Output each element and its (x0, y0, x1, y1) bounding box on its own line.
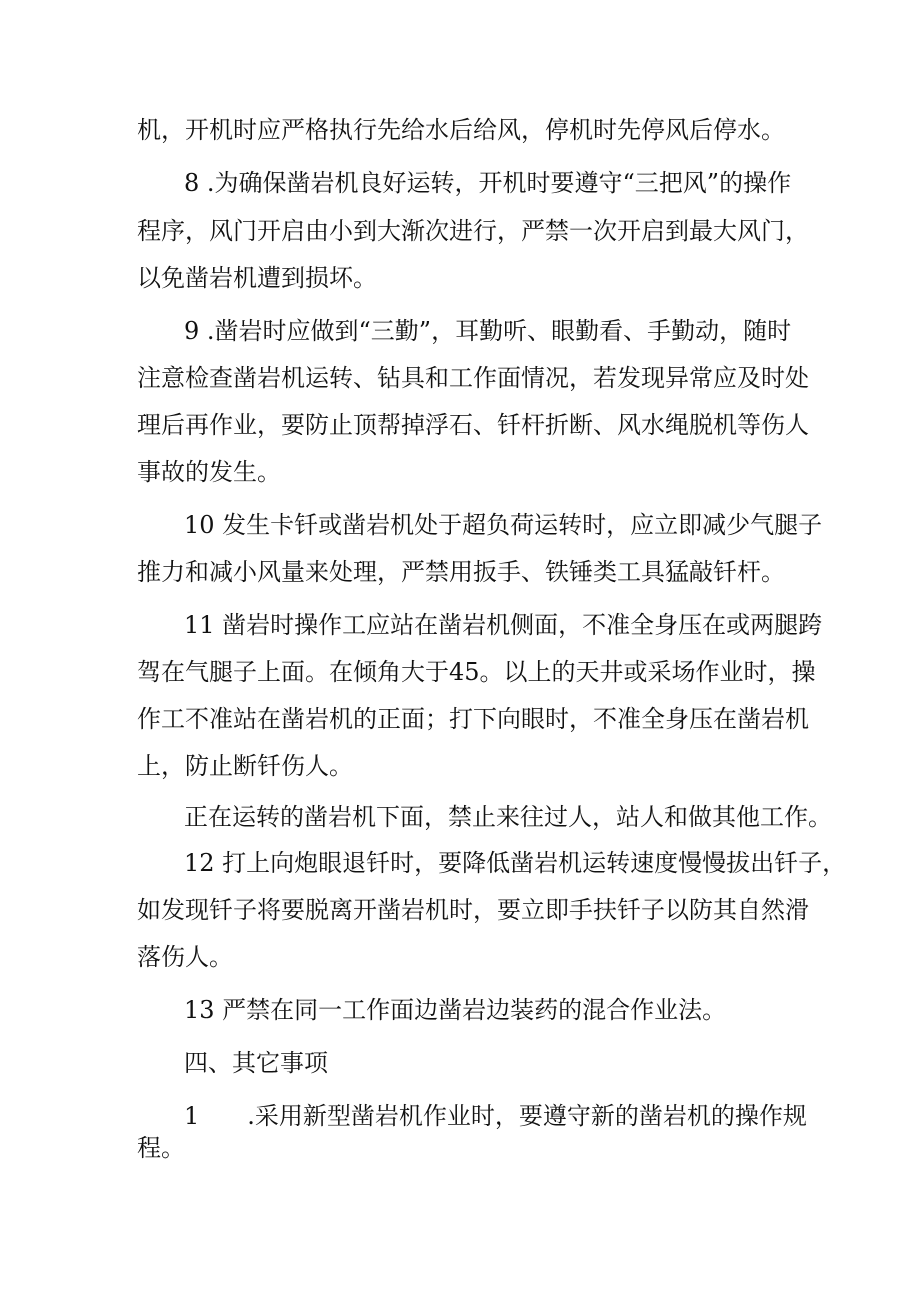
text-line: 驾在气腿子上面。在倾角大于45。以上的天井或采场作业时，操 (137, 658, 816, 686)
text-line: 落伤人。 (137, 943, 233, 971)
text-line: 事故的发生。 (137, 458, 281, 486)
text-line: 程。 (137, 1134, 185, 1162)
text-line: 以免凿岩机遭到损坏。 (137, 264, 377, 292)
text-line: 机，开机时应严格执行先给水后给风，停机时先停风后停水。 (137, 116, 785, 144)
text-line: 1 .采用新型凿岩机作业时，要遵守新的凿岩机的操作规 (184, 1102, 807, 1130)
text-line: 程序，风门开启由小到大渐次进行，严禁一次开启到最大风门， (137, 217, 809, 245)
text-line: 8 .为确保凿岩机良好运转，开机时要遵守“三把风”的操作 (184, 169, 792, 197)
text-line: 11 凿岩时操作工应站在凿岩机侧面，不准全身压在或两腿跨 (184, 611, 823, 639)
text-line: 13 严禁在同一工作面边凿岩边装药的混合作业法。 (184, 996, 727, 1024)
text-line: 上，防止断钎伤人。 (137, 752, 353, 780)
text-line: 注意检查凿岩机运转、钻具和工作面情况，若发现异常应及时处 (137, 364, 809, 392)
text-line: 作工不准站在凿岩机的正面；打下向眼时，不准全身压在凿岩机 (137, 705, 809, 733)
text-line: 10 发生卡钎或凿岩机处于超负荷运转时，应立即减少气腿子 (184, 511, 823, 539)
text-line: 12 打上向炮眼退钎时，要降低凿岩机运转速度慢慢拔出钎子， (184, 849, 847, 877)
text-line: 如发现钎子将要脱离开凿岩机时，要立即手扶钎子以防其自然滑 (137, 896, 809, 924)
text-line: 正在运转的凿岩机下面，禁止来往过人，站人和做其他工作。 (184, 803, 832, 831)
text-line: 推力和减小风量来处理，严禁用扳手、铁锤类工具猛敲钎杆。 (137, 558, 785, 586)
text-line: 9 .凿岩时应做到“三勤”，耳勤听、眼勤看、手勤动，随时 (184, 317, 792, 345)
text-line: 理后再作业，要防止顶帮掉浮石、钎杆折断、风水绳脱机等伤人 (137, 411, 809, 439)
section-heading: 四、其它事项 (184, 1049, 328, 1077)
